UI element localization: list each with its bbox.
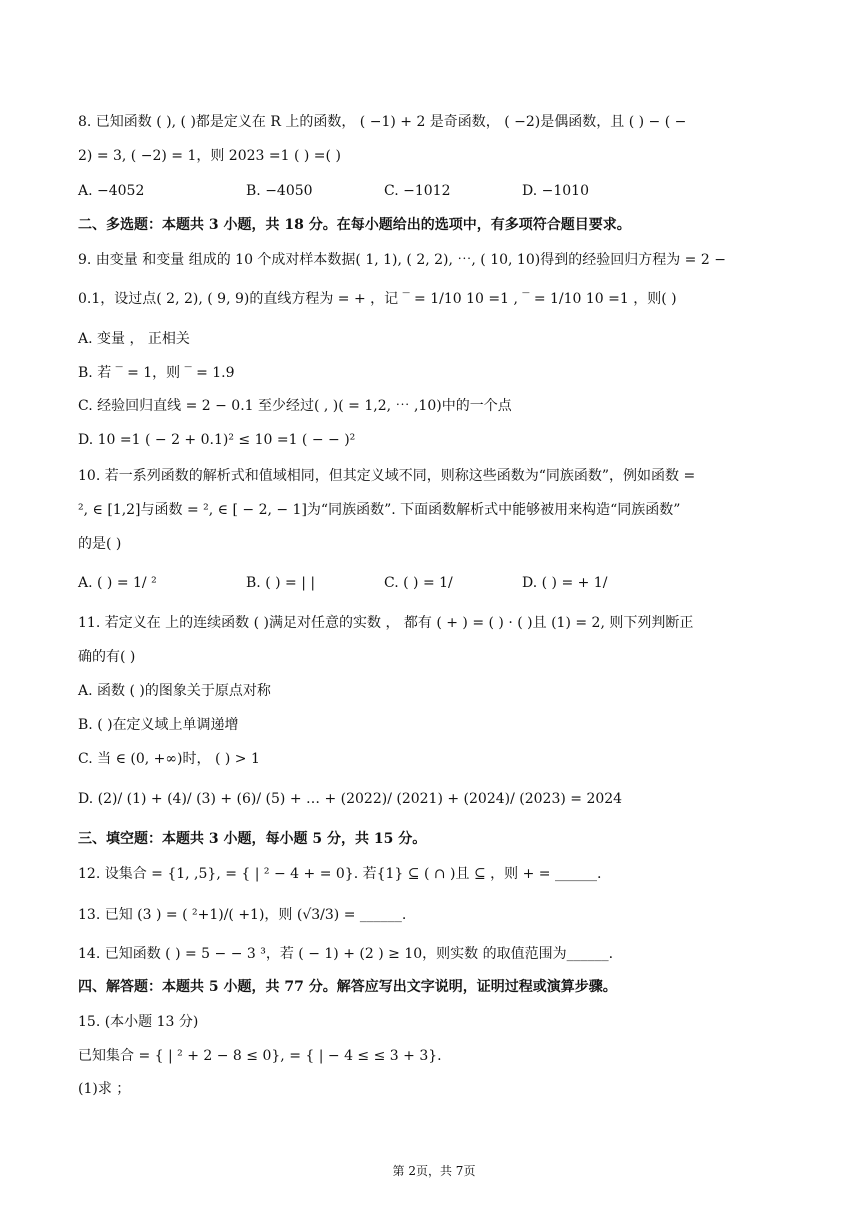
q11-option-a: A. 函数 ( )的图象关于原点对称 bbox=[78, 683, 271, 699]
section-heading-multiple-choice: 二、多选题：本题共 3 小题，共 18 分。在每小题给出的选项中，有多项符合题目要求。 bbox=[78, 217, 631, 233]
q9-line1: 9. 由变量 和变量 组成的 10 个成对样本数据( 1, 1), ( 2, 2), ⋯, ( 10, 10)得到的经验回归方程为 = 2 − bbox=[78, 252, 726, 268]
q10-option-a: A. ( ) = 1/ ² bbox=[78, 575, 157, 591]
q15-line1: 已知集合 = { | ² + 2 − 8 ≤ 0}, = { | − 4 ≤ ≤ 3 + 3}. bbox=[78, 1048, 442, 1064]
q15-header: 15. (本小题 13 分) bbox=[78, 1014, 199, 1030]
q10-line3: 的是( ) bbox=[78, 536, 122, 552]
q10-line2: ², ∈ [1,2]与函数 = ², ∈ [ − 2, − 1]为“同族函数”. 下面函数解析式中能够被用来构造“同族函数” bbox=[78, 502, 681, 518]
q8-line2: 2) = 3, ( −2) = 1，则 2023 =1 ( ) =( ) bbox=[78, 148, 341, 164]
section-heading-solution: 四、解答题：本题共 5 小题，共 77 分。解答应写出文字说明，证明过程或演算步骤。 bbox=[78, 979, 617, 995]
q8-option-d: D. −1010 bbox=[522, 183, 589, 199]
q9-option-c: C. 经验回归直线 = 2 − 0.1 至少经过( , )( = 1,2, ⋯ ,10)中的一个点 bbox=[78, 398, 512, 414]
q8-line1: 8. 已知函数 ( ), ( )都是定义在 R 上的函数， ( −1) + 2 是奇函数， ( −2)是偶函数，且 ( ) − ( − bbox=[78, 114, 687, 130]
q9-option-b: B. 若 ‾ = 1，则 ‾ = 1.9 bbox=[78, 365, 235, 381]
q11-option-c: C. 当 ∈ (0, +∞)时， ( ) > 1 bbox=[78, 751, 260, 767]
q10-option-b: B. ( ) = | | bbox=[246, 575, 316, 591]
q11-option-d: D. (2)/ (1) + (4)/ (3) + (6)/ (5) + … + (2022)/ (2021) + (2024)/ (2023) = 2024 bbox=[78, 791, 623, 807]
question-14: 14. 已知函数 ( ) = 5 − − 3 ³，若 ( − 1) + (2 ) ≥ 10，则实数 的取值范围为______. bbox=[78, 946, 614, 962]
q10-line1: 10. 若一系列函数的解析式和值域相同，但其定义域不同，则称这些函数为“同族函数”，例如函数 = bbox=[78, 468, 696, 484]
question-13: 13. 已知 (3 ) = ( ²+1)/( +1)，则 (√3/3) = ______. bbox=[78, 907, 407, 923]
page-footer: 第 2页，共 7页 bbox=[392, 1164, 476, 1178]
q8-option-b: B. −4050 bbox=[246, 183, 313, 199]
q9-line2: 0.1，设过点( 2, 2), ( 9, 9)的直线方程为 = + ，记 ‾ = 1/10 10 =1 , ‾ = 1/10 10 =1 ，则( ) bbox=[78, 291, 677, 307]
q11-line2: 确的有( ) bbox=[78, 649, 136, 665]
q11-option-b: B. ( )在定义域上单调递增 bbox=[78, 717, 239, 733]
q9-option-d: D. 10 =1 ( − 2 + 0.1)² ≤ 10 =1 ( − − )² bbox=[78, 432, 356, 448]
q8-option-a: A. −4052 bbox=[78, 183, 145, 199]
q8-option-c: C. −1012 bbox=[384, 183, 451, 199]
q9-option-a: A. 变量 ， 正相关 bbox=[78, 331, 190, 347]
q10-option-d: D. ( ) = + 1/ bbox=[522, 575, 608, 591]
question-12: 12. 设集合 = {1, ,5}, = { | ² − 4 + = 0}. 若{1} ⊆ ( ∩ )且 ⊆ ，则 + = ______. bbox=[78, 866, 602, 882]
q10-option-c: C. ( ) = 1/ bbox=[384, 575, 453, 591]
section-heading-fill-in: 三、填空题：本题共 3 小题，每小题 5 分，共 15 分。 bbox=[78, 831, 427, 847]
q15-line2: (1)求 ； bbox=[78, 1081, 131, 1097]
q11-line1: 11. 若定义在 上的连续函数 ( )满足对任意的实数 ， 都有 ( + ) = ( ) · ( )且 (1) = 2, 则下列判断正 bbox=[78, 615, 694, 631]
